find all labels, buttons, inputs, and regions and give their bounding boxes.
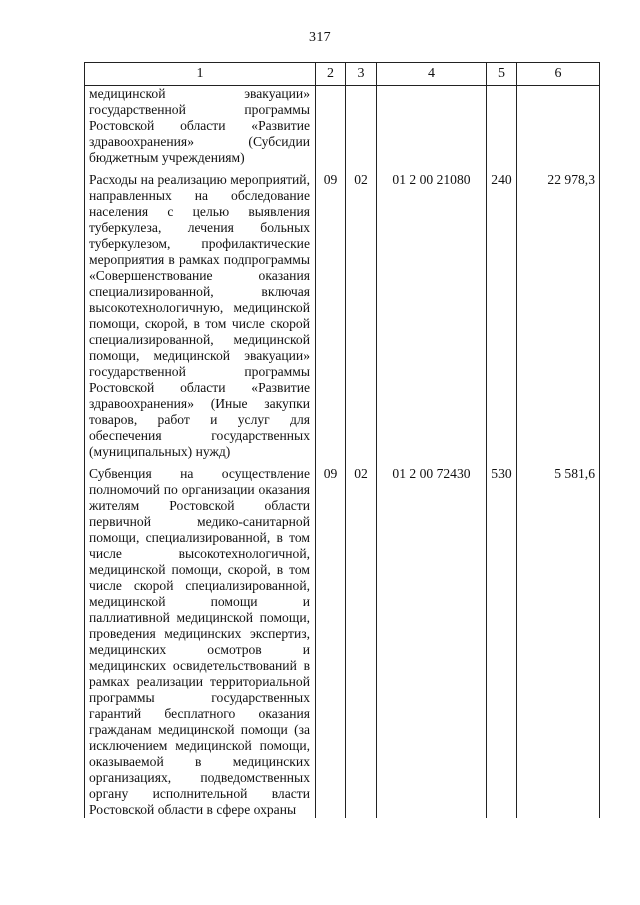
row-expense-type — [487, 86, 517, 173]
table-header-row — [85, 63, 600, 86]
row-target-article: 01 2 00 72430 — [377, 466, 487, 818]
column-header: 3 — [346, 63, 377, 86]
row-subsection: 02 — [346, 172, 377, 466]
budget-table — [84, 62, 600, 818]
column-header: 2 — [316, 63, 346, 86]
column-header: 1 — [85, 63, 316, 86]
row-expense-type: 530 — [487, 466, 517, 818]
row-amount: 22 978,3 — [517, 172, 600, 466]
row-amount — [517, 86, 600, 173]
row-description: медицинской эвакуации» государственной программы Ростовской области «Развитие здравоохранения» (Субсидии бюджетным учреждениям) — [85, 86, 316, 173]
row-section: 09 — [316, 172, 346, 466]
row-description: Расходы на реализацию мероприятий, направленных на обследование населения с целью выявления туберкулеза, лечения больных туберкулезом, профилактические мероприятия в рамках подпрограммы «Совершенствование оказания специализированной, включая высокотехнологичную, медицинской помощи, скорой, в том числе скорой специализированной, медицинской помощи, медицинской эвакуации» государственной программы Ростовской области «Развитие здравоохранения» (Иные закупки товаров, работ и услуг для обеспечения государственных (муниципальных) нужд) — [85, 172, 316, 466]
row-description: Субвенция на осуществление полномочий по организации оказания жителям Ростовской области первичной медико-санитарной помощи, специализированной, в том числе высокотехнологичной, медицинской помощи, скорой, в том числе скорой специализированной, медицинской помощи и паллиативной медицинской помощи, проведения медицинских экспертиз, медицинских осмотров и медицинских освидетельствований в рамках реализации территориальной программы государственных гарантий бесплатного оказания гражданам медицинской помощи (за исключением медицинской помощи, оказываемой в медицинских организациях, подведомственных органу исполнительной власти Ростовской области в сфере охраны — [85, 466, 316, 818]
row-section: 09 — [316, 466, 346, 818]
row-section — [316, 86, 346, 173]
row-amount: 5 581,6 — [517, 466, 600, 818]
column-header: 5 — [487, 63, 517, 86]
column-header: 6 — [517, 63, 600, 86]
row-target-article — [377, 86, 487, 173]
row-expense-type: 240 — [487, 172, 517, 466]
row-target-article: 01 2 00 21080 — [377, 172, 487, 466]
page-number: 317 — [309, 30, 331, 45]
table-row — [85, 172, 600, 466]
table-row — [85, 86, 600, 173]
row-subsection — [346, 86, 377, 173]
column-header: 4 — [377, 63, 487, 86]
row-subsection: 02 — [346, 466, 377, 818]
table-row — [85, 466, 600, 818]
